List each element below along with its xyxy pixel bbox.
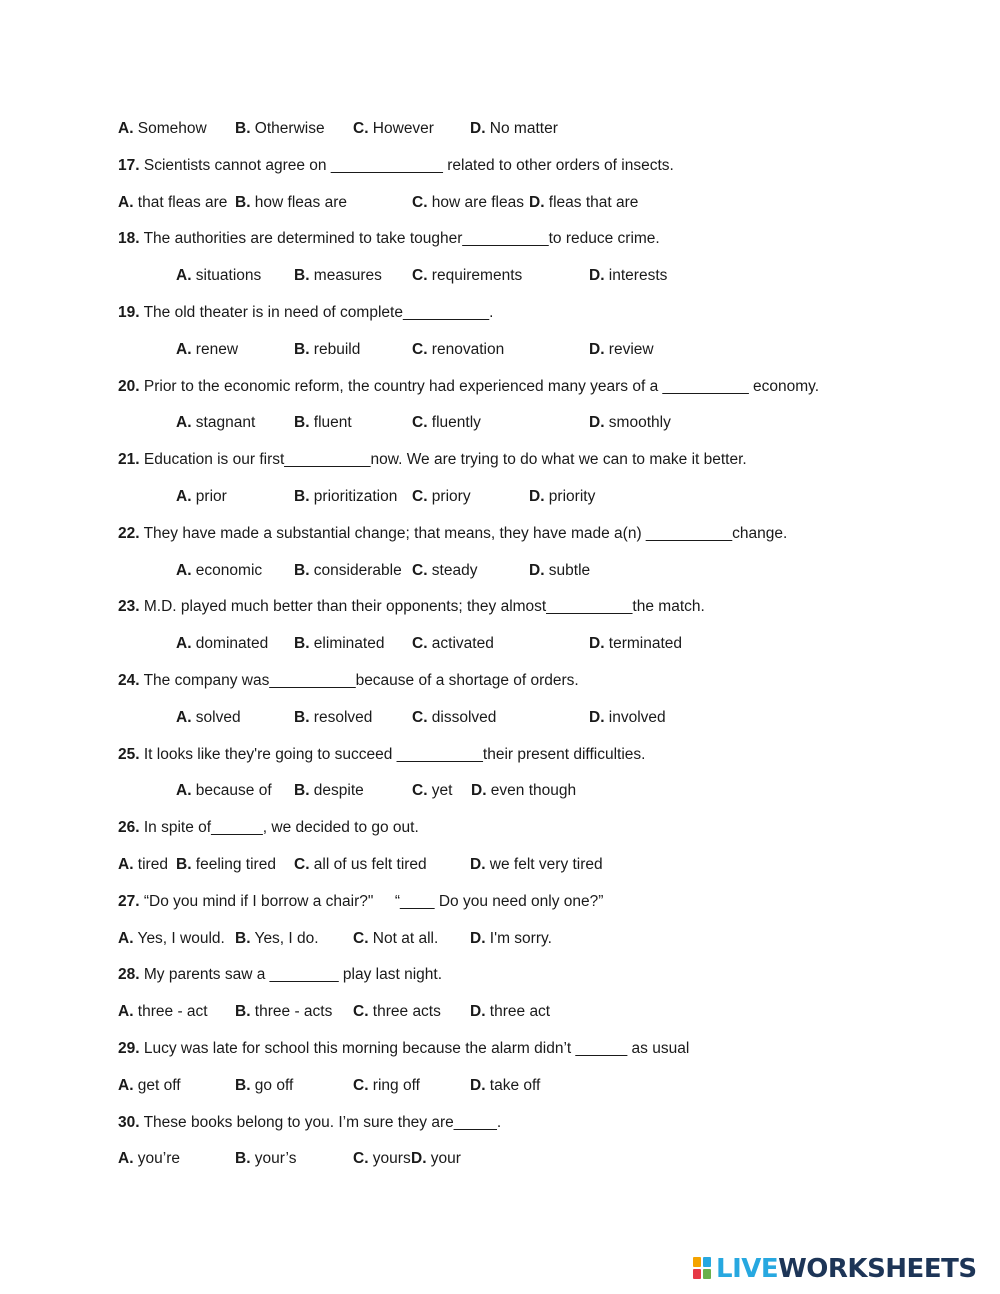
option-letter: B. (294, 340, 310, 358)
option-text: yet (427, 782, 453, 800)
option-text: eliminated (309, 635, 385, 653)
option-letter: B. (235, 1150, 251, 1168)
option-letter: C. (412, 340, 428, 358)
answer-option[interactable] (294, 486, 397, 508)
option-text: you’re (133, 1150, 181, 1168)
option-text: Otherwise (250, 120, 325, 137)
question-number: 22. (118, 524, 140, 542)
option-letter: D. (471, 782, 487, 800)
answer-option[interactable] (471, 780, 576, 802)
option-text: three - act (133, 1003, 208, 1021)
answer-option[interactable] (412, 560, 477, 582)
option-text: solved (191, 708, 241, 726)
answer-option[interactable] (118, 1148, 180, 1170)
option-text: priority (544, 488, 596, 505)
option-letter: B. (294, 561, 310, 579)
answer-option[interactable] (118, 854, 168, 876)
option-text: priory (427, 488, 471, 505)
answer-option[interactable] (412, 192, 524, 214)
option-text: tired (133, 856, 168, 873)
answer-option[interactable] (589, 412, 671, 434)
option-letter: D. (529, 488, 545, 505)
logo-icon (693, 1257, 713, 1281)
question-number: 29. (118, 1040, 140, 1057)
option-text: Yes, I would. (133, 929, 225, 947)
answer-option[interactable] (411, 1148, 461, 1170)
option-letter: A. (176, 414, 192, 432)
answer-option[interactable] (470, 1001, 550, 1023)
option-text: three acts (368, 1003, 441, 1021)
option-text: interests (604, 267, 668, 285)
answer-option[interactable] (353, 1001, 441, 1023)
question-number: 18. (118, 230, 140, 248)
answer-option[interactable] (176, 560, 262, 582)
answer-option[interactable] (412, 412, 481, 434)
answer-option[interactable] (353, 1148, 411, 1170)
logo-text: LIVEWORKSHEETS (716, 1254, 977, 1284)
answer-option[interactable] (529, 192, 638, 214)
answer-option[interactable] (118, 118, 207, 140)
option-text: subtle (544, 561, 591, 579)
question-text: Scientists cannot agree on _____________ related to other orders of insects. (139, 156, 674, 174)
question-text: My parents saw a ________ play last night. (139, 966, 442, 984)
option-letter: A. (176, 708, 192, 726)
answer-option[interactable] (176, 265, 261, 287)
question-text: They have made a substantial change; that means, they have made a(n) __________change. (139, 524, 788, 542)
answer-option[interactable] (235, 1075, 293, 1097)
option-letter: B. (235, 193, 251, 211)
answer-option[interactable] (118, 192, 227, 214)
option-text: your’s (250, 1150, 297, 1168)
option-letter: B. (294, 414, 310, 432)
answer-option[interactable] (294, 560, 402, 582)
option-letter: D. (529, 193, 545, 211)
answer-option[interactable] (412, 486, 471, 508)
question-line (118, 228, 660, 250)
question-line (118, 744, 645, 766)
option-text: measures (309, 267, 382, 285)
option-letter: C. (412, 488, 428, 505)
option-letter: A. (118, 1150, 134, 1168)
option-text: No matter (485, 120, 558, 137)
option-letter: D. (589, 340, 605, 358)
option-letter: C. (412, 414, 428, 432)
option-letter: D. (529, 561, 545, 579)
answer-option[interactable] (235, 928, 319, 950)
question-text: Lucy was late for school this morning because the alarm didn’t ______ as usual (139, 1040, 690, 1057)
question-text: These books belong to you. I’m sure they are_____. (139, 1113, 502, 1131)
option-text: that fleas are (133, 193, 228, 211)
option-letter: A. (118, 856, 134, 873)
question-number: 24. (118, 672, 140, 689)
option-letter: A. (118, 1003, 134, 1021)
option-text: economic (191, 561, 263, 579)
option-letter: A. (118, 1076, 134, 1094)
option-text: go off (250, 1076, 294, 1094)
option-letter: D. (470, 856, 486, 873)
option-letter: D. (589, 267, 605, 285)
question-line (118, 964, 442, 986)
option-letter: D. (470, 1003, 486, 1021)
option-letter: A. (176, 488, 192, 505)
answer-option[interactable] (412, 265, 522, 287)
option-text: I'm sorry. (485, 929, 552, 947)
answer-option[interactable] (589, 633, 682, 655)
option-letter: C. (412, 782, 428, 800)
option-text: involved (604, 708, 666, 726)
question-line (118, 523, 787, 545)
question-number: 27. (118, 892, 140, 910)
option-text: how are fleas (427, 193, 524, 211)
answer-option[interactable] (294, 633, 384, 655)
option-text: prior (191, 488, 227, 505)
answer-option[interactable] (176, 780, 272, 802)
option-text: renovation (427, 340, 505, 358)
answer-option[interactable] (529, 560, 590, 582)
option-letter: B. (294, 708, 310, 726)
option-letter: D. (470, 1076, 486, 1094)
option-letter: B. (235, 120, 251, 137)
option-letter: C. (353, 1076, 369, 1094)
option-text: situations (191, 267, 262, 285)
option-letter: D. (411, 1150, 427, 1168)
question-line (118, 449, 747, 471)
answer-option[interactable] (589, 265, 667, 287)
answer-option[interactable] (470, 1075, 540, 1097)
option-text: However (368, 120, 434, 137)
option-text: take off (485, 1076, 541, 1094)
option-letter: C. (353, 120, 369, 137)
answer-option[interactable] (412, 633, 494, 655)
option-letter: B. (294, 782, 310, 800)
answer-option[interactable] (118, 1075, 181, 1097)
question-text: The authorities are determined to take tougher__________to reduce crime. (139, 230, 660, 248)
question-text: The old theater is in need of complete__________. (139, 304, 494, 321)
option-letter: A. (118, 193, 134, 211)
option-letter: C. (412, 635, 428, 653)
question-text: Prior to the economic reform, the country had experienced many years of a __________ economy. (139, 377, 820, 395)
option-letter: C. (294, 856, 310, 873)
option-text: resolved (309, 708, 373, 726)
option-letter: A. (176, 561, 192, 579)
option-letter: C. (412, 561, 428, 579)
option-text: considerable (309, 561, 402, 579)
answer-option[interactable] (235, 1001, 332, 1023)
option-text: how fleas are (250, 193, 347, 211)
option-letter: A. (176, 782, 192, 800)
question-text: The company was__________because of a shortage of orders. (139, 672, 579, 689)
answer-option[interactable] (294, 707, 372, 729)
question-line (118, 891, 603, 913)
question-number: 20. (118, 377, 140, 395)
answer-option[interactable] (176, 633, 268, 655)
option-letter: C. (412, 267, 428, 285)
option-letter: A. (118, 120, 134, 137)
option-letter: D. (589, 708, 605, 726)
answer-option[interactable] (176, 707, 241, 729)
option-letter: D. (589, 414, 605, 432)
question-number: 19. (118, 304, 140, 321)
option-text: requirements (427, 267, 523, 285)
option-text: ring off (368, 1076, 420, 1094)
question-line (118, 596, 705, 618)
option-text: dominated (191, 635, 269, 653)
option-letter: A. (118, 929, 134, 947)
option-text: prioritization (309, 488, 398, 505)
answer-option[interactable] (470, 928, 552, 950)
option-text: activated (427, 635, 494, 653)
question-number: 26. (118, 819, 140, 837)
answer-option[interactable] (470, 118, 558, 140)
option-text: feeling tired (191, 856, 276, 873)
answer-option[interactable] (294, 412, 352, 434)
answer-option[interactable] (353, 118, 434, 140)
answer-option[interactable] (589, 707, 666, 729)
answer-option[interactable] (529, 486, 595, 508)
question-number: 30. (118, 1113, 140, 1131)
answer-option[interactable] (589, 339, 654, 361)
question-line (118, 1038, 689, 1060)
answer-option[interactable] (412, 339, 504, 361)
question-number: 28. (118, 966, 140, 984)
option-text: fluent (309, 414, 352, 432)
question-line (118, 1112, 501, 1134)
answer-option[interactable] (353, 928, 438, 950)
answer-option[interactable] (176, 339, 238, 361)
option-letter: C. (353, 929, 369, 947)
option-text: Yes, I do. (250, 929, 319, 947)
question-number: 25. (118, 745, 140, 763)
question-text: In spite of______, we decided to go out. (139, 819, 419, 837)
answer-option[interactable] (235, 1148, 296, 1170)
question-number: 17. (118, 156, 140, 174)
option-letter: B. (294, 635, 310, 653)
question-text: “Do you mind if I borrow a chair?" “____ Do you need only one?” (139, 892, 604, 910)
option-letter: C. (412, 193, 428, 211)
option-letter: C. (353, 1150, 369, 1168)
answer-option[interactable] (176, 854, 276, 876)
option-text: three - acts (250, 1003, 333, 1021)
option-letter: B. (235, 1076, 251, 1094)
option-letter: D. (470, 929, 486, 947)
answer-option[interactable] (176, 412, 255, 434)
answer-option[interactable] (470, 854, 603, 876)
option-text: even though (486, 782, 577, 800)
option-text: stagnant (191, 414, 256, 432)
question-line (118, 817, 419, 839)
answer-option[interactable] (294, 780, 364, 802)
answer-option[interactable] (294, 854, 427, 876)
option-text: Somehow (133, 120, 207, 137)
option-text: because of (191, 782, 272, 800)
option-letter: D. (470, 120, 486, 137)
option-letter: C. (412, 708, 428, 726)
option-letter: A. (176, 340, 192, 358)
answer-option[interactable] (118, 928, 225, 950)
question-line (118, 670, 579, 692)
question-number: 23. (118, 598, 140, 616)
option-text: dissolved (427, 708, 497, 726)
option-text: all of us felt tired (309, 856, 427, 873)
option-text: rebuild (309, 340, 361, 358)
liveworksheets-logo (693, 1255, 977, 1283)
option-text: steady (427, 561, 478, 579)
answer-option[interactable] (118, 1001, 208, 1023)
option-letter: A. (176, 635, 192, 653)
answer-option[interactable] (412, 780, 452, 802)
option-letter: C. (353, 1003, 369, 1021)
option-letter: B. (294, 488, 310, 505)
option-text: renew (191, 340, 239, 358)
question-line (118, 376, 819, 398)
question-line (118, 302, 493, 324)
option-text: terminated (604, 635, 683, 653)
answer-option[interactable] (353, 1075, 420, 1097)
option-text: we felt very tired (485, 856, 603, 873)
option-letter: B. (235, 1003, 251, 1021)
option-letter: D. (589, 635, 605, 653)
option-letter: B. (294, 267, 310, 285)
option-text: fluently (427, 414, 481, 432)
option-text: get off (133, 1076, 181, 1094)
answer-option[interactable] (235, 192, 347, 214)
option-text: smoothly (604, 414, 671, 432)
option-letter: B. (176, 856, 192, 873)
answer-option[interactable] (235, 118, 325, 140)
option-text: yours (368, 1150, 411, 1168)
option-text: fleas that are (544, 193, 639, 211)
answer-option[interactable] (176, 486, 227, 508)
option-text: your (426, 1150, 461, 1168)
question-text: Education is our first__________now. We are trying to do what we can to make it better. (139, 451, 747, 469)
question-line (118, 155, 674, 177)
answer-option[interactable] (412, 707, 496, 729)
option-letter: B. (235, 929, 251, 947)
answer-option[interactable] (294, 339, 360, 361)
option-text: Not at all. (368, 929, 439, 947)
question-text: It looks like they're going to succeed __________their present difficulties. (139, 745, 646, 763)
answer-option[interactable] (294, 265, 382, 287)
question-number: 21. (118, 451, 140, 469)
option-text: despite (309, 782, 364, 800)
option-letter: A. (176, 267, 192, 285)
option-text: review (604, 340, 654, 358)
question-text: M.D. played much better than their opponents; they almost__________the match. (139, 598, 705, 616)
option-text: three act (485, 1003, 551, 1021)
